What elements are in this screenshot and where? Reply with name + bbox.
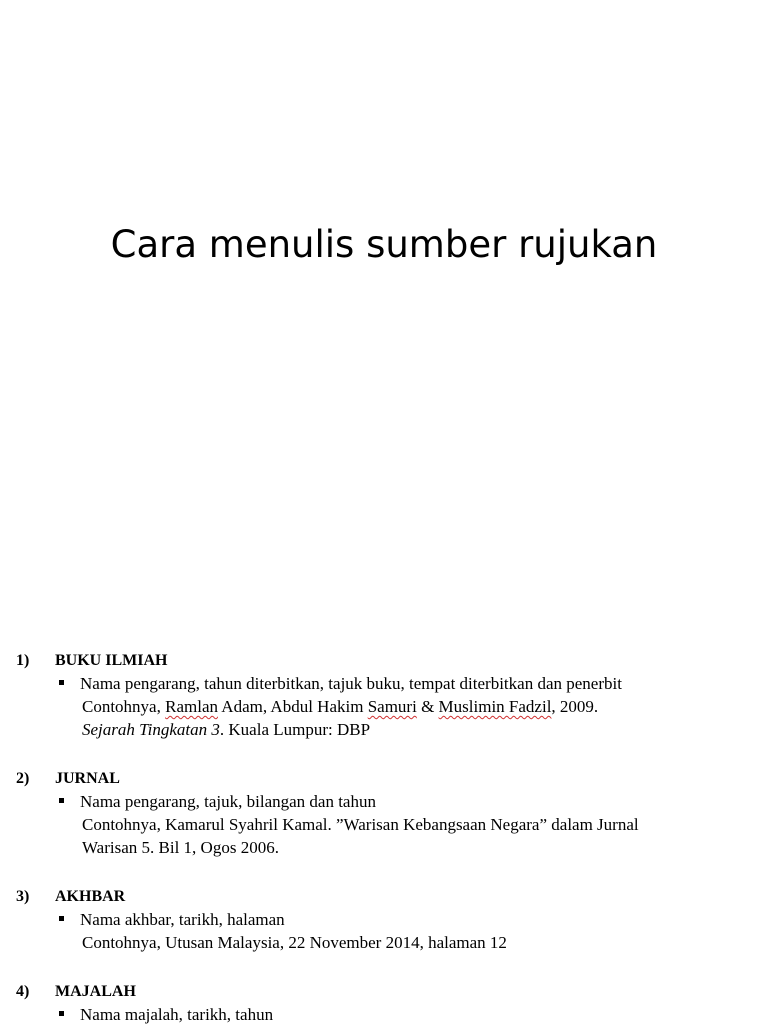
section-heading — [0, 764, 768, 790]
spellcheck-word: Samuri — [367, 697, 417, 716]
bullet-square-icon — [59, 916, 64, 921]
section-number: 3) — [16, 888, 30, 905]
spellcheck-word: Muslimin Fadzil — [438, 697, 552, 716]
format-bullet — [0, 790, 768, 813]
book-title: Sejarah Tingkatan 3 — [82, 720, 220, 739]
section-number: 4) — [16, 983, 30, 1000]
example-line: Warisan 5. Bil 1, Ogos 2006. — [82, 838, 279, 857]
reference-section-majalah — [0, 977, 768, 1026]
format-bullet — [0, 908, 768, 931]
section-heading — [0, 882, 768, 908]
reference-list — [0, 646, 768, 1026]
bullet-square-icon — [59, 1011, 64, 1016]
section-heading — [0, 977, 768, 1003]
format-text: Nama majalah, tarikh, tahun — [80, 1005, 274, 1024]
format-text: Nama pengarang, tahun diterbitkan, tajuk buku, tempat diterbitkan dan penerbit — [80, 674, 622, 693]
format-text: Nama akhbar, tarikh, halaman — [80, 910, 285, 929]
bullet-square-icon — [59, 680, 64, 685]
reference-section-akhbar — [0, 882, 768, 954]
example-text: Adam, Abdul Hakim — [218, 697, 368, 716]
reference-section-buku-ilmiah — [0, 646, 768, 741]
section-title: MAJALAH — [55, 983, 136, 1000]
section-title: BUKU ILMIAH — [55, 652, 168, 669]
section-title: JURNAL — [55, 770, 120, 787]
example-line — [0, 718, 768, 741]
spellcheck-word: Ramlan — [165, 697, 218, 716]
format-text: Nama pengarang, tajuk, bilangan dan tahun — [80, 792, 376, 811]
section-number: 2) — [16, 770, 30, 787]
example-text: & — [416, 697, 439, 716]
section-title: AKHBAR — [55, 888, 126, 905]
reference-section-jurnal — [0, 764, 768, 859]
example-line: Contohnya, Utusan Malaysia, 22 November 2014, halaman 12 — [82, 933, 507, 952]
example-line: Contohnya, Kamarul Syahril Kamal. ”Warisan Kebangsaan Negara” dalam Jurnal — [82, 815, 639, 834]
slide-title: Cara menulis sumber rujukan — [110, 223, 658, 266]
bullet-square-icon — [59, 798, 64, 803]
example-text: Contohnya, — [82, 697, 166, 716]
example-text: . Kuala Lumpur: DBP — [219, 720, 371, 739]
section-number: 1) — [16, 652, 30, 669]
example-line — [0, 695, 768, 718]
format-bullet — [0, 1003, 768, 1026]
example-text: , 2009. — [551, 697, 599, 716]
section-heading — [0, 646, 768, 672]
format-bullet — [0, 672, 768, 695]
